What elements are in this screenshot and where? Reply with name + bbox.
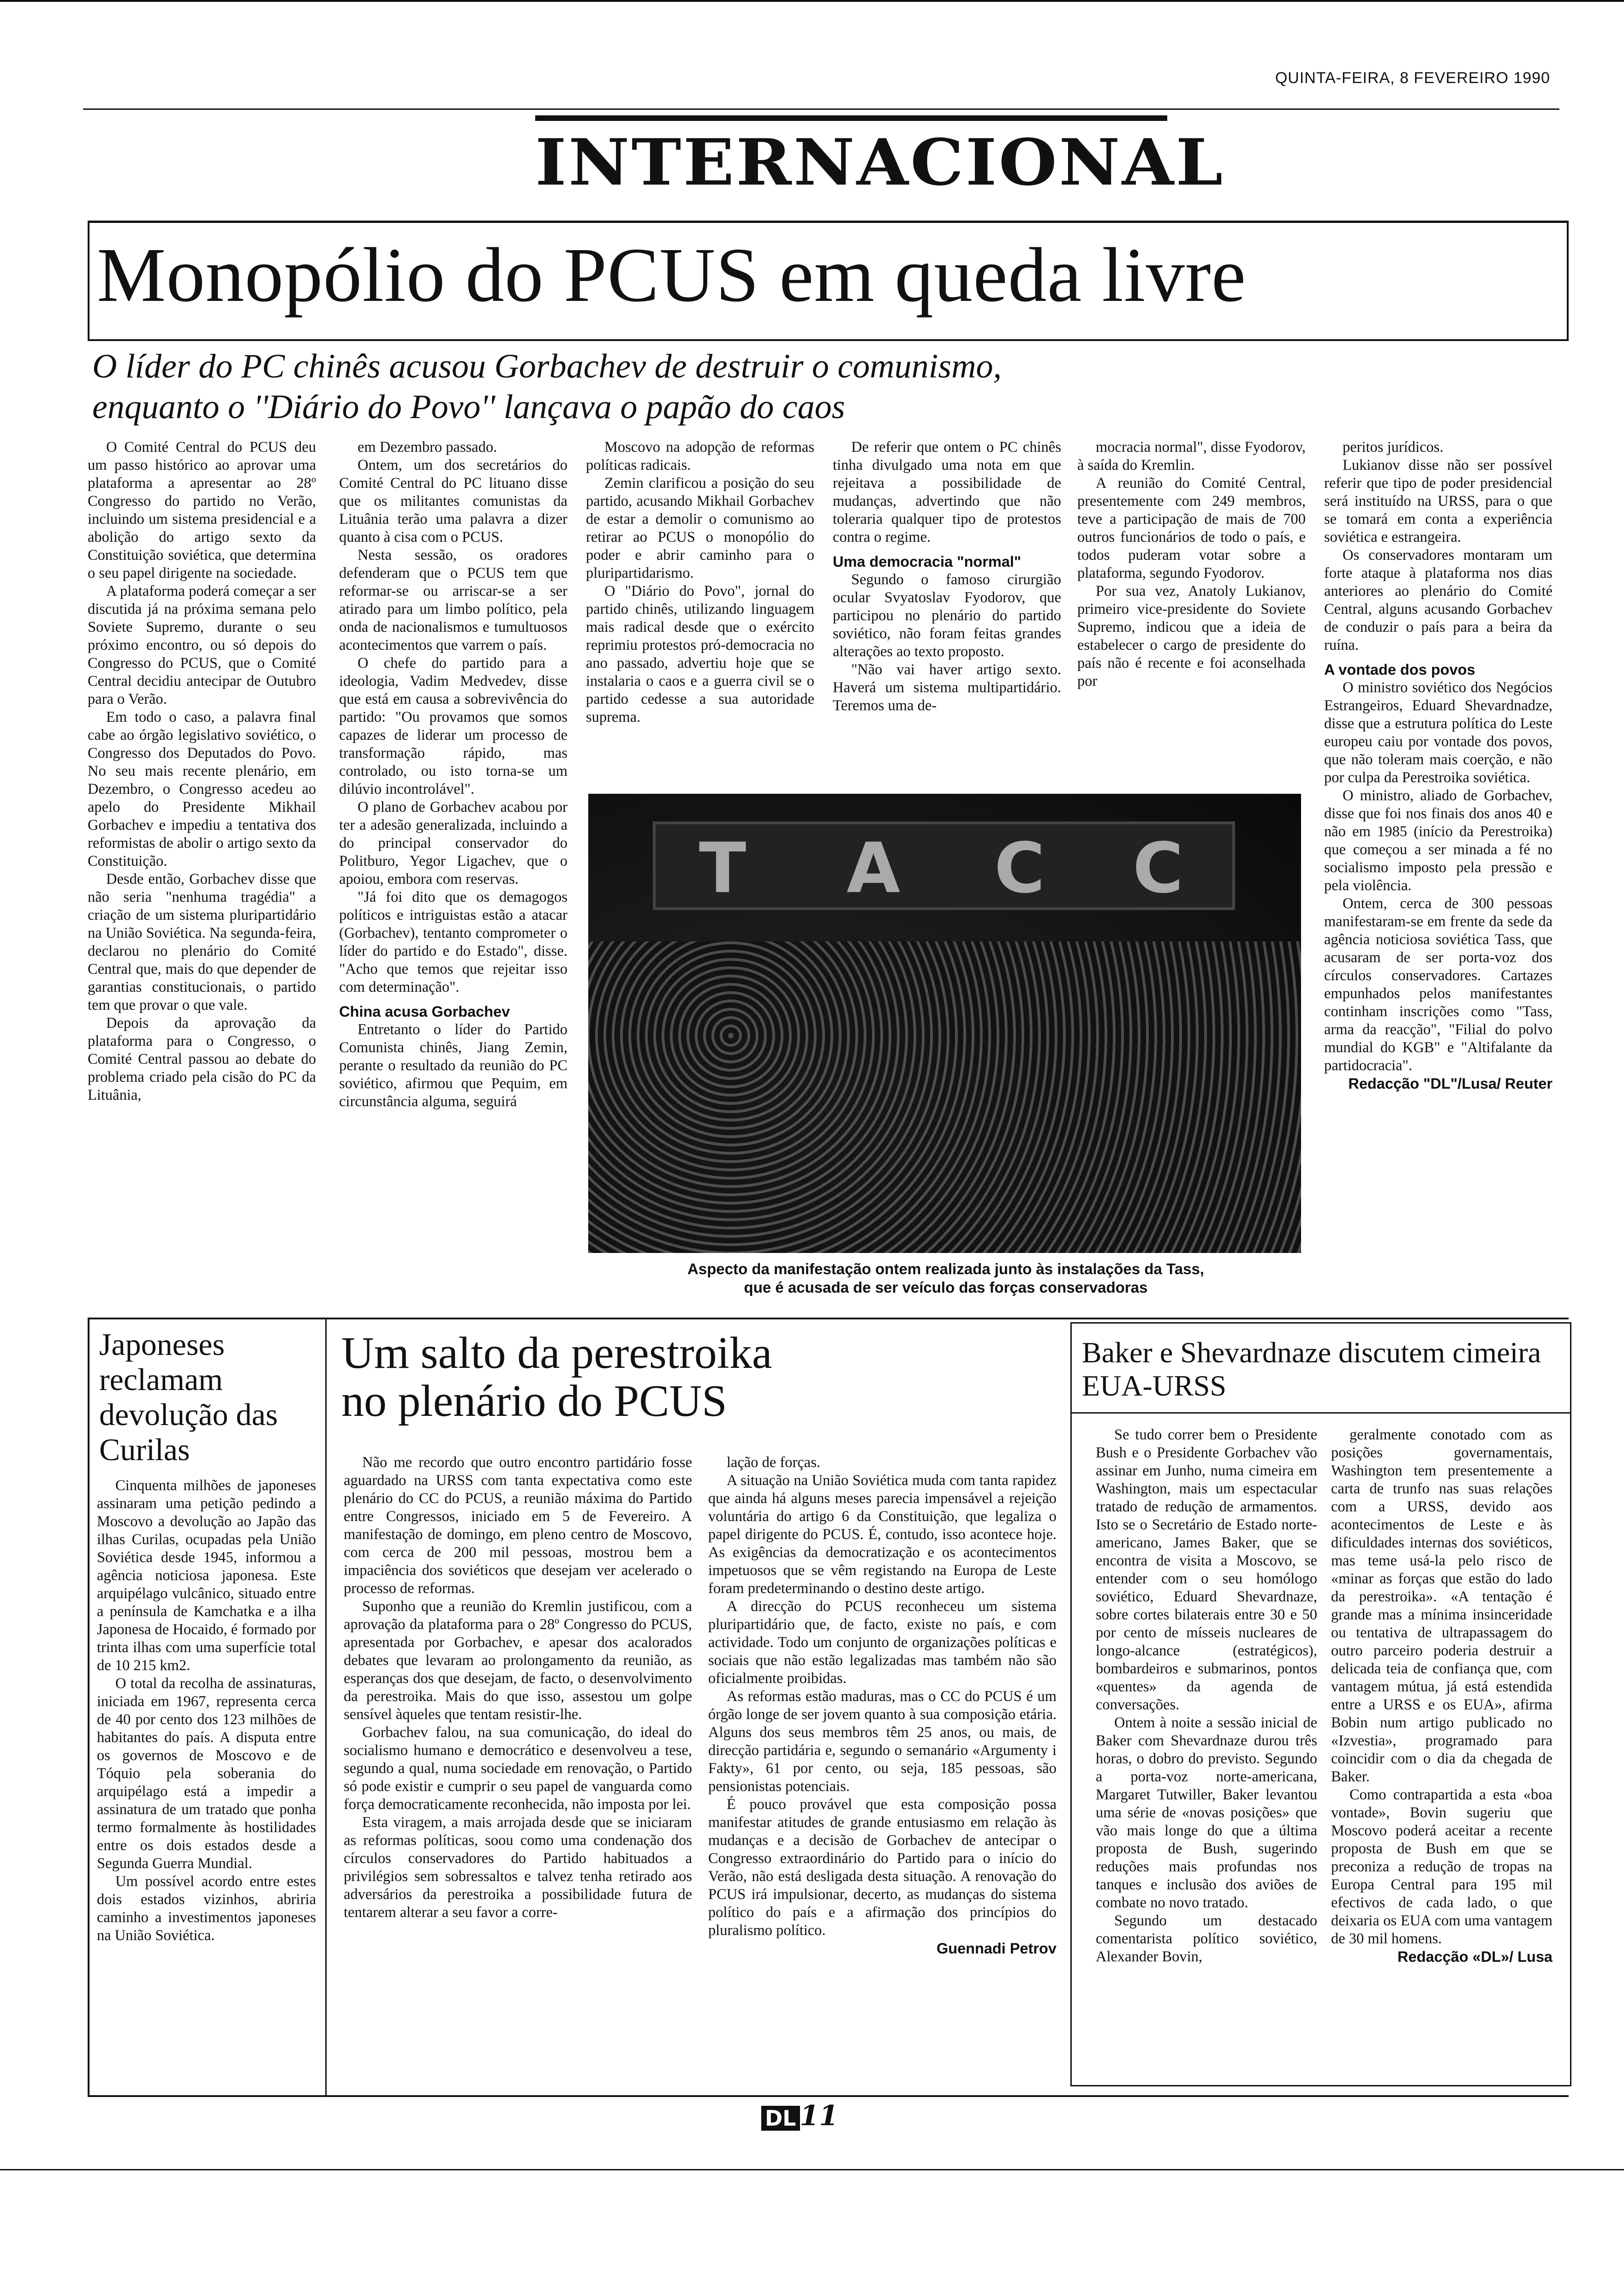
paragraph: Entretanto o líder do Partido Comunista chinês, Jiang Zemin, perante o resultado da reunião do PC soviético, afirmou que Pequim, em circunstância alguma, seguirá <box>339 1021 567 1110</box>
baker-title-rule <box>1070 1412 1570 1414</box>
paragraph: Por sua vez, Anatoly Lukianov, primeiro vice-presidente do Soviete Supremo, indicou que a ideia de estabelecer o cargo de presidente do país não é recente e foi aconselhada por <box>1077 583 1306 689</box>
baker-headline: Baker e Shevardnaze discutem cimeira EUA-URSS <box>1082 1336 1541 1402</box>
paragraph: O "Diário do Povo", jornal do partido chinês, utilizando linguagem mais radical desde que o exército reprimiu protestos pró-democracia no ano passado, advertiu hoje que se instalaria o caos e a guerra civil se o partido cedesse a sua autoridade suprema. <box>586 583 814 725</box>
paragraph: Esta viragem, a mais arrojada desde que se iniciaram as reformas políticas, soou como uma condenação dos círculos conservadores do Partido habituados a privilégios sem sobressaltos e talvez tenha retirado aos adversários da perestroika a possibilidade futura de tentarem alterar a seu favor a corre- <box>344 1814 692 1921</box>
paragraph: Zemin clarificou a posição do seu partido, acusando Mikhail Gorbachev de estar a demolir o comunismo ao retirar ao PCUS o monopólio do poder e abrir caminho para o pluripartidarismo. <box>586 475 814 581</box>
paragraph: Moscovo na adopção de reformas políticas radicais. <box>586 439 814 473</box>
paragraph: Ontem, um dos secretários do Comité Central do PC lituano disse que os militantes comunistas da Lituânia terão uma palavra a dizer quanto à cisa com o PCUS. <box>339 457 567 545</box>
japan-col <box>97 1477 316 1945</box>
paragraph: O total da recolha de assinaturas, iniciada em 1967, representa cerca de 40 por cento dos 123 milhões de habitantes do país. A disputa entre os governos de Moscovo e de Tóquio pela soberania do arquipélago está a impedir a assinatura de um tratado que ponha termo formalmente às hostilidades entre os dois estados desde a Segunda Guerra Mundial. <box>97 1675 316 1872</box>
paragraph: Segundo o famoso cirurgião ocular Svyatoslav Fyodorov, que participou no plenário do partido soviético, não foram feitas grandes alterações ao texto proposto. <box>833 571 1061 660</box>
paragraph: peritos jurídicos. <box>1343 439 1444 455</box>
page-number: 11 <box>800 2100 838 2132</box>
main-frame-left <box>88 221 90 341</box>
paragraph: Depois da aprovação da plataforma para o Congresso, o Comité Central passou ao debate do problema criado pela cisão do PC da Lituânia, <box>88 1015 316 1103</box>
paragraph: Como contrapartida a esta «boa vontade», Bovin sugeriu que Moscovo poderá aceitar a recente proposta de Bush em que se preconiza a redução de tropas na Europa Central para 195 mil efectivos de cada lado, o que deixaria os EUA com uma vantagem de 30 mil homens. <box>1331 1786 1552 1947</box>
paragraph: Segundo um destacado comentarista político soviético, Alexander Bovin, <box>1096 1912 1317 1965</box>
paragraph: em Dezembro passado. <box>358 439 497 455</box>
sign-letter: C <box>994 828 1045 909</box>
section-title: INTERNACIONAL <box>535 125 1225 200</box>
paragraph: geralmente conotado com as posições governamentais, Washington tem presentemente a carta de trunfo nas suas relações com a URSS, devido aos acontecimentos de Leste e às dificuldades internas dos soviéticos, mas teme usá-la pelo risco de «minar as forças que estão do lado da perestroika». «A tentação é grande mas a mínima insinceridade ou tentativa de ultrapassagem do outro parceiro poderia destruir a delicada teia de confiança que, com vantagem mútua, já está estendida entre a URSS e os EUA», afirma Bobin num artigo publicado no «Izvestia», programado para coincidir com o dia da chegada de Baker. <box>1331 1426 1552 1785</box>
paragraph: O ministro, aliado de Gorbachev, disse que foi nos finais dos anos 40 e não em 1985 (início da Perestroika) que começou a ser minada a fé no socialismo imposto pela pressão e pela violência. <box>1324 787 1552 894</box>
caption-line-2: que é acusada de ser veículo das forças conservadoras <box>744 1279 1148 1296</box>
paragraph: O chefe do partido para a ideologia, Vadim Medvedev, disse que está em causa a sobrevivência do partido: "Ou provamos que somos capazes de liderar um processo de transformação rápido, mas controlado, ou isto torna-se um dilúvio incontrolável". <box>339 655 567 797</box>
paragraph: É pouco provável que esta composição possa manifestar atitudes de grande entusiasmo em relação às mudanças e a decisão de Gorbachev de antecipar o Congresso extraordinário do Partido para o início do Verão, não está desligada desta situação. A renovação do PCUS irá impulsionar, decerto, as mudanças do sistema político do país e a afirmação dos princípios do pluralismo político. <box>708 1796 1057 1939</box>
paragraph: Cinquenta milhões de japoneses assinaram uma petição pedindo a Moscovo a devolução ao Japão das ilhas Curilas, ocupadas pela União Soviética desde 1945, informou a agência noticiosa japonesa. Este arquipélago vulcânico, situado entre a península de Kamchatka e a ilha Japonesa de Hocaido, é formado por trinta ilhas com uma superfície total de 10 215 km2. <box>97 1477 316 1674</box>
paragraph: De referir que ontem o PC chinês tinha divulgado uma nota em que rejeitava a possibilidade de mudanças, advertindo que não toleraria qualquer tipo de protestos contra o regime. <box>833 439 1061 545</box>
paragraph: lação de forças. <box>727 1454 820 1471</box>
paragraph: Os conservadores montaram um forte ataque à plataforma nos dias anteriores ao plenário do Comité Central, alguns acusando Gorbachev de conduzir o país para a beira da ruína. <box>1324 547 1552 653</box>
main-frame-top <box>88 221 1569 223</box>
paragraph: Um possível acordo entre estes dois estados vizinhos, abriria caminho a investimentos japoneses na União Soviética. <box>97 1873 316 1944</box>
deck-line-2: enquanto o ''Diário do Povo'' lançava o papão do caos <box>92 388 845 426</box>
main-frame-bottom <box>88 339 1569 341</box>
paragraph: O ministro soviético dos Negócios Estrangeiros, Eduard Shevardnadze, disse que a estrutura política do Leste europeu caiu por vontade dos povos, que não toleram mais coerção, e não por culpa da Perestroika soviética. <box>1324 679 1552 786</box>
paragraph: Ontem à noite a sessão inicial de Baker com Shevardnaze durou três horas, o dobro do previsto. Segundo a porta-voz norte-americana, Margaret Tutwiller, Baker levantou uma série de «novas posições» que vão mais longe do que a última proposta de Bush, sugerindo reduções mais profundas nos tanques e inclusão dos aviões de combate no novo tratado. <box>1096 1714 1317 1911</box>
bottom-rule <box>0 2169 1624 2170</box>
paragraph: A situação na União Soviética muda com tanta rapidez que ainda há alguns meses parecia impensável a rejeição voluntária do artigo 6 da Constituição, que legaliza o papel dirigente do PCUS. É, contudo, isso acontece hoje. As exigências da democratização e os acontecimentos impetuosos que se vêm registando na Europa de Leste foram predeterminando o destino deste artigo. <box>708 1472 1057 1597</box>
paragraph: Nesta sessão, os oradores defenderam que o PCUS tem que reformar-se ou arriscar-se a ser atirado para um limbo político, pela onda de nacionalismos e tumultuosos acontecimentos que varrem o país. <box>339 547 567 653</box>
main-frame-right <box>1567 221 1569 341</box>
paragraph: Gorbachev falou, na sua comunicação, do ideal do socialismo humano e democrático e desenvolveu a tese, segundo a qual, numa sociedade em renovação, o Partido só pode existir e cumprir o seu papel de vanguarda como força democraticamente reconhecida, não imposta por lei. <box>344 1724 692 1813</box>
paragraph: Lukianov disse não ser possível referir que tipo de poder presidencial será instituído na URSS, para o que se tomará em conta a experiência soviética e estrangeira. <box>1324 457 1552 545</box>
page-footer <box>761 2100 838 2132</box>
paragraph: A plataforma poderá começar a ser discutida já na próxima semana pelo Soviete Supremo, durante o seu próximo encontro, ou só depois do Congresso do PCUS, que o Comité Central decidiu antecipar de Outubro para o Verão. <box>88 583 316 707</box>
subheading: A vontade dos povos <box>1324 661 1475 678</box>
main-headline: Monopólio do PCUS em queda livre <box>97 232 1247 318</box>
main-col-5 <box>1077 438 1306 690</box>
lower-frame-bottom <box>88 2095 1569 2097</box>
main-col-1 <box>88 438 316 1104</box>
perestroika-col-1 <box>344 1454 692 1922</box>
issue-date: QUINTA-FEIRA, 8 FEVEREIRO 1990 <box>1275 69 1550 87</box>
crowd <box>588 941 1301 1253</box>
paragraph: O plano de Gorbachev acabou por ter a adesão generalizada, incluindo a do principal conservador do Politburo, Yegor Ligachev, que o apoiou, embora com reservas. <box>339 799 567 887</box>
lower-frame-top <box>88 1318 1569 1319</box>
headline-line-2: no plenário do PCUS <box>341 1376 727 1426</box>
sign-letter: T <box>699 828 746 909</box>
lower-frame-left <box>88 1318 90 2097</box>
divider-japan <box>325 1318 327 2095</box>
paragraph: As reformas estão maduras, mas o CC do PCUS é um órgão longe de ser jovem quanto à sua composição etária. Alguns dos seus membros têm 25 anos, ou mais, de direcção partidária e, segundo o semanário «Argumenty i Fakty», 61 por cento, ou seja, 185 pessoas, são pensionistas potenciais. <box>708 1688 1057 1795</box>
paragraph: Desde então, Gorbachev disse que não seria "nenhuma tragédia" a criação de um sistema pluripartidário na União Soviética. Na segunda-feira, declarou no plenário do Comité Central que, mais do que depender de garantias constitucionais, o partido tem que provar o que vale. <box>88 871 316 1013</box>
byline: Guennadi Petrov <box>936 1940 1057 1957</box>
tass-protest-photo <box>588 794 1301 1253</box>
baker-col-1 <box>1096 1426 1317 1966</box>
subheading: China acusa Gorbachev <box>339 1003 510 1020</box>
paragraph: Se tudo correr bem o Presidente Bush e o Presidente Gorbachev vão assinar em Junho, numa cimeira em Washington, mais um espectacular tratado de redução de armamentos. Isto se o Secretário de Estado norte-americano, James Baker, que se encontra de visita a Moscovo, se entender com o seu homólogo soviético, Eduard Shevardnaze, sobre cortes bilaterais entre 30 e 50 por cento de mísseis nucleares de longo-alcance (estratégicos), bombardeiros e submarinos, pontos «quentes» da agenda de conversações. <box>1096 1426 1317 1713</box>
main-col-6 <box>1324 438 1552 1093</box>
perestroika-col-2 <box>708 1454 1057 1958</box>
subheading: Uma democracia "normal" <box>833 553 1021 570</box>
section-bar-top <box>535 115 1167 121</box>
paragraph: Ontem, cerca de 300 pessoas manifestaram-se em frente da sede da agência noticiosa soviética Tass, que acusaram de ser porta-voz dos círculos conservadores. Cartazes empunhados pelos manifestantes continham inscrições como "Tass, arma da reacção", "Filial do polvo mundial do KGB" e "Altifalante da partidocracia". <box>1324 895 1552 1074</box>
header-rule <box>83 108 1559 110</box>
paragraph: mocracia normal", disse Fyodorov, à saída do Kremlin. <box>1077 439 1306 473</box>
paragraph: Suponho que a reunião do Kremlin justificou, com a aprovação da plataforma para o 28º Congresso do PCUS, apresentada por Gorbachev, e apesar dos acalorados debates que levaram ao prolongamento da reunião, as esperanças dos que desejam, de facto, o desenvolvimento da perestroika. Mais do que isso, assestou um golpe sensível àqueles que tentam resistir-lhe. <box>344 1598 692 1723</box>
sign-letter: C <box>1133 828 1184 909</box>
paragraph: Em todo o caso, a palavra final cabe ao órgão legislativo soviético, o Congresso dos Deputados do Povo. No seu mais recente plenário, em Dezembro, o Congresso acedeu ao apelo do Presidente Mikhail Gorbachev e impediu a tentativa dos reformistas de abolir o artigo sexto da Constituição. <box>88 709 316 869</box>
paragraph: "Já foi dito que os demagogos políticos e intriguistas estão a atacar (Gorbachev), tentanto comprometer o líder do partido e do Estado", disse. "Acho que temos que rejeitar isso com determinação". <box>339 889 567 995</box>
byline: Redacção "DL"/Lusa/ Reuter <box>1348 1075 1552 1092</box>
dl-logo: DL <box>761 2106 800 2131</box>
baker-col-2 <box>1331 1426 1552 1966</box>
main-col-3 <box>586 438 814 726</box>
paragraph: Não me recordo que outro encontro partidário fosse aguardado na URSS com tanta expectativa como este plenário do CC do PCUS, a reunião máxima do Partido entre Congressos, iniciado em 5 de Fevereiro. A manifestação de domingo, em pleno centro de Moscovo, com cerca de 200 mil pessoas, mostrou bem a impaciência dos soviéticos que desejam ver acelerado o processo de reformas. <box>344 1454 692 1597</box>
caption-line-1: Aspecto da manifestação ontem realizada junto às instalações da Tass, <box>687 1260 1204 1277</box>
sign-letter: A <box>847 828 901 909</box>
byline: Redacção «DL»/ Lusa <box>1397 1948 1552 1965</box>
main-deck <box>92 346 1002 427</box>
paragraph: "Não vai haver artigo sexto. Haverá um sistema multipartidário. Teremos uma de- <box>833 661 1061 714</box>
paragraph: O Comité Central do PCUS deu um passo histórico ao aprovar uma plataforma a apresentar ao 28º Congresso do partido no Verão, incluindo um sistema presidencial e a abolição do artigo sexto da Constituição soviética, que determina o seu papel dirigente na sociedade. <box>88 439 316 581</box>
main-col-4 <box>833 438 1061 715</box>
photo-caption <box>595 1260 1296 1297</box>
deck-line-1: O líder do PC chinês acusou Gorbachev de destruir o comunismo, <box>92 348 1002 385</box>
paragraph: A reunião do Comité Central, presentemente com 249 membros, teve a participação de mais de 700 outros funcionários de todo o país, e todos puderam votar sobre a plataforma, segundo Fyodorov. <box>1077 475 1306 581</box>
paragraph: A direcção do PCUS reconheceu um sistema pluripartidário que, de facto, existe no país, e com actividade. Todo um conjunto de organizações políticas e sociais que não estão legalizadas mas também não são oficialmente proibidas. <box>708 1598 1057 1687</box>
main-col-2 <box>339 438 567 1111</box>
japan-headline: Japoneses reclamam devolução das Curilas <box>99 1327 278 1467</box>
perestroika-headline <box>341 1329 1033 1425</box>
top-border <box>0 0 1624 2</box>
headline-line-1: Um salto da perestroika <box>341 1328 772 1378</box>
